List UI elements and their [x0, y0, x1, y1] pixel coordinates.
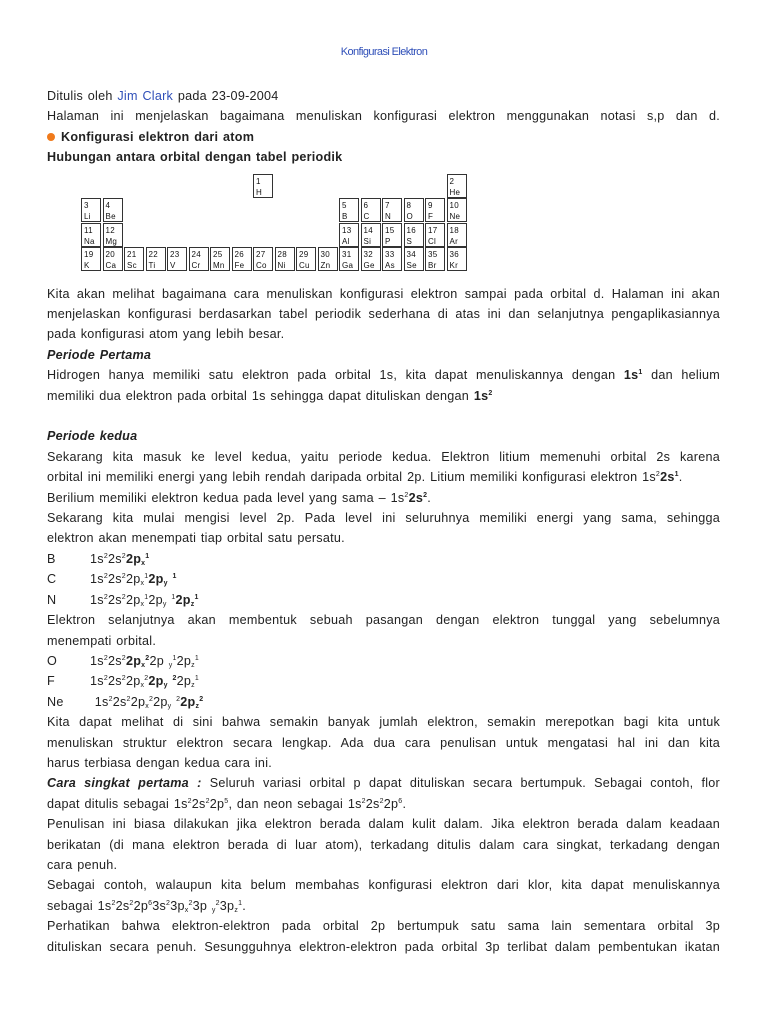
element-cell-ar: 18 Ar [447, 223, 467, 247]
cara-singkat-p3a: Sebagai contoh, walaupun kita belum membahas konfigurasi elektron dari klor, kita dapat menuliskannya [47, 878, 720, 893]
element-cell-p: 15 P [382, 223, 402, 247]
element-cell-cl: 17 Cl [425, 223, 445, 247]
periode-kedua-p1a: Sekarang kita masuk ke level kedua, yaitu periode kedua. Elektron litium memenuhi orbital 2s karena [47, 449, 720, 464]
element-cell-li: 3 Li [81, 198, 101, 222]
config-row-n: N $1s^22s^22p_x^12p_y$ $^12p_z^1$ [47, 592, 199, 608]
table-description: Kita akan melihat bagaimana cara menuliskan konfigurasi elektron sampai pada orbital d. Halaman ini akan menjelaskan konfigurasi berdasarkan tabel periodik sederhana di atas ini dan selanjutnya pengaplikasiannya pada konfigurasi atom yang lebih besar. [47, 286, 720, 342]
periode-kedua-p3b: menempati orbital. [47, 633, 157, 648]
element-cell-ti: 22 Ti [146, 247, 166, 271]
periodic-table [81, 174, 720, 278]
config-row-c: C $1s^22s^22p_x^12p_y$ $^1$ [47, 572, 177, 588]
element-cell-mn: 25 Mn [210, 247, 230, 271]
cara-singkat-p2c: cara penuh. [47, 857, 118, 872]
element-cell-zn: 30 Zn [318, 247, 338, 271]
cara-singkat-p4a: Perhatikan bahwa elektron-elektron pada orbital 2p bertumpuk satu sama lain sementara orbital 3p [47, 919, 720, 934]
element-cell-fe: 26 Fe [232, 247, 252, 271]
periode-kedua-heading: Periode kedua [47, 429, 138, 444]
periode-kedua-p1b: orbital ini memiliki energi yang lebih rendah daripada orbital 2p. Litium memiliki konfigurasi elektron $1s^22s^1$. [47, 470, 683, 485]
element-cell-mg: 12 Mg [103, 223, 123, 247]
element-cell-h: 1 H [253, 174, 273, 198]
element-cell-ne: 10 Ne [447, 198, 467, 222]
element-cell-k: 19 K [81, 247, 101, 271]
section-heading-text: Konfigurasi elektron dari atom [61, 129, 255, 144]
byline-date: pada 23-09-2004 [177, 89, 279, 103]
intro-paragraph: Halaman ini menjelaskan bagaimana menuliskan konfigurasi elektron menggunakan notasi s,p dan d. [47, 109, 720, 124]
element-cell-ca: 20 Ca [103, 247, 123, 271]
element-cell-o: 8 O [404, 198, 424, 222]
periode-kedua-p4b: menuliskan struktur elektron secara lengkap. Ada dua cara penulisan untuk mengatasi hal ini dan kita [47, 735, 720, 750]
periode-kedua-p3a: Elektron selanjutnya akan membentuk sebuah pasangan dengan elektron tunggal yang sebelumnya [47, 613, 720, 628]
element-cell-cu: 29 Cu [296, 247, 316, 271]
element-cell-as: 33 As [382, 247, 402, 271]
periode-kedua-p2a: Sekarang kita mulai mengisi level 2p. Pada level ini seluruhnya memiliki energi yang sama, sehingga [47, 511, 720, 526]
config-row-b: B $1s^22s^22p_x^1$ [47, 551, 150, 567]
subheading [47, 147, 720, 167]
element-cell-sc: 21 Sc [124, 247, 144, 271]
element-cell-si: 14 Si [361, 223, 381, 247]
element-cell-se: 34 Se [404, 247, 424, 271]
byline-prefix: Ditulis oleh [47, 89, 113, 103]
element-cell-s: 16 S [404, 223, 424, 247]
element-cell-kr: 36 Kr [447, 247, 467, 271]
element-cell-f: 9 F [425, 198, 445, 222]
section-heading [47, 127, 720, 147]
orange-bullet-icon [47, 133, 55, 141]
periode-kedua-p4c: harus terbiasa dengan kedua cara ini. [47, 755, 272, 770]
cara-singkat-p3b: sebagai $1s^22s^22p^63s^23p_x^23p$ $_y^23p_z^1$. [47, 898, 246, 914]
periode-pertama-heading: Periode Pertama [47, 347, 152, 362]
config-row-o: O $1s^22s^22p_x^22p$ $_y^12p_z^1$ [47, 653, 200, 669]
periode-pertama-line2: memiliki dua elektron pada orbital 1s sehingga dapat dituliskan dengan $1s^2$ [47, 388, 493, 403]
element-cell-ga: 31 Ga [339, 247, 359, 271]
cara-singkat-p2a: Penulisan ini biasa dilakukan jika elektron berada dalam kulit dalam. Jika elektron berada dalam keadaan [47, 817, 720, 832]
element-cell-cr: 24 Cr [189, 247, 209, 271]
periode-kedua-p4a: Kita dapat melihat di sini bahwa semakin banyak jumlah elektron, semakin merepotkan bagi kita untuk [47, 715, 720, 730]
element-cell-n: 7 N [382, 198, 402, 222]
article-body [47, 86, 720, 957]
element-cell-co: 27 Co [253, 247, 273, 271]
author-link[interactable]: Jim Clark [117, 89, 174, 103]
element-cell-b: 5 B [339, 198, 359, 222]
page-title: Konfigurasi Elektron [340, 46, 428, 58]
element-cell-al: 13 Al [339, 223, 359, 247]
cara-singkat-line1: Cara singkat pertama : Seluruh variasi orbital p dapat dituliskan secara bertumpuk. Sebagai contoh, flor [47, 776, 721, 791]
config-row-ne: Ne $1s^22s^22p_x^22p_y$ $^22p_z^2$ [47, 694, 204, 710]
cara-singkat-p2b: berikatan (di mana elektron berada di luar atom), terkadang ditulis dalam cara singkat, terkadang dengan [47, 837, 720, 852]
periode-kedua-p2b: elektron akan menempati tiap orbital satu persatu. [47, 531, 345, 546]
element-cell-v: 23 V [167, 247, 187, 271]
periode-kedua-p1c: Berilium memiliki elektron kedua pada level yang sama – $1s^22s^2$. [47, 490, 431, 505]
cara-singkat-line2: dapat ditulis sebagai $1s^22s^22p^5$, dan neon sebagai $1s^22s^22p^6$. [47, 796, 407, 811]
config-row-f: F $1s^22s^22p_x^22p_y$ $^22p_z^1$ [47, 674, 200, 690]
subheading-text: Hubungan antara orbital dengan tabel periodik [47, 150, 343, 165]
element-cell-ni: 28 Ni [275, 247, 295, 271]
periode-pertama-line1: Hidrogen hanya memiliki satu elektron pada orbital 1s, kita dapat menuliskannya dengan $1s^1$ dan helium [47, 368, 721, 383]
element-cell-c: 6 C [361, 198, 381, 222]
element-cell-br: 35 Br [425, 247, 445, 271]
element-cell-na: 11 Na [81, 223, 101, 247]
byline [47, 86, 720, 106]
element-cell-he: 2 He [447, 174, 467, 198]
element-cell-be: 4 Be [103, 198, 123, 222]
element-cell-ge: 32 Ge [361, 247, 381, 271]
cara-singkat-p4b: dituliskan secara penuh. Sesungguhnya elektron-elektron pada orbital 3p terlibat dalam pembentukan ikatan [47, 939, 720, 954]
